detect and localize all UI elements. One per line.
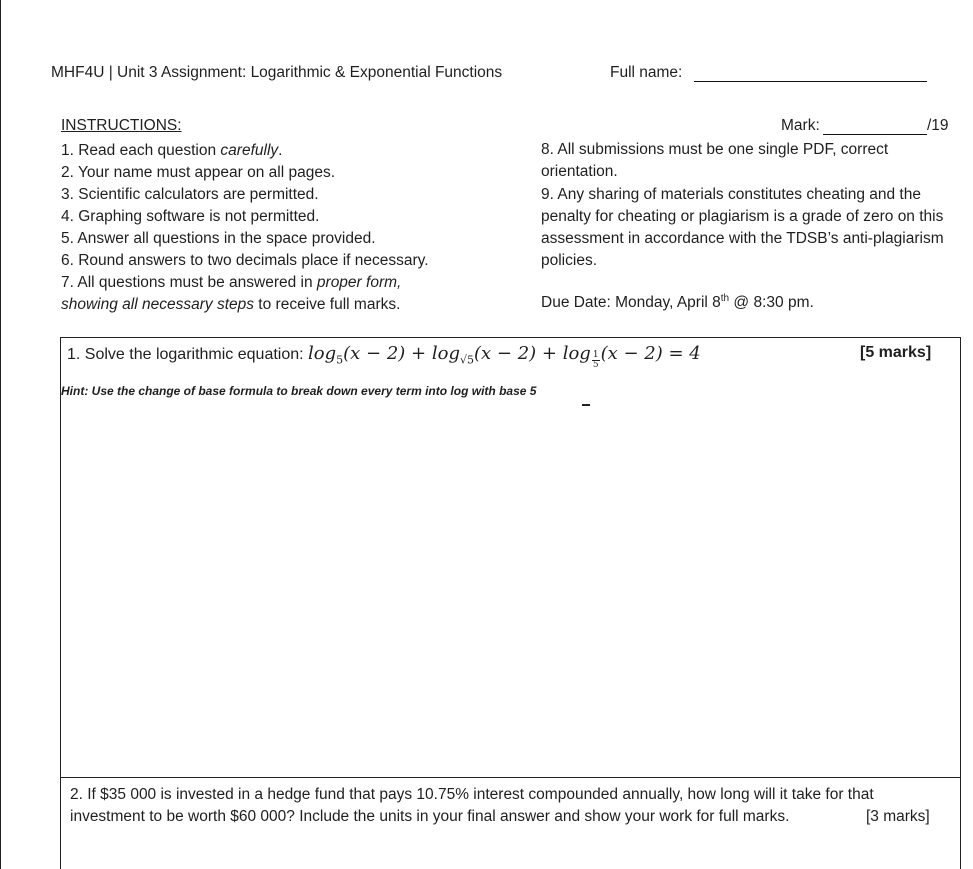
- log-equation: $\log_5(x - 2) + \log_{√5}(x - 2) + \log$ $\frac{1}{5}$ (x − 2) = 4: [308, 343, 701, 370]
- instruction-item: 7. All questions must be answered in proper form,: [61, 274, 402, 291]
- q1-frame-top: [60, 337, 961, 338]
- question-2-prompt-line-2: investment to be worth $60 000? Include the units in your final answer and show your work for full marks.: [70, 808, 790, 825]
- instruction-item: 4. Graphing software is not permitted.: [61, 208, 320, 225]
- mark-label: Mark:: [781, 117, 820, 134]
- mark-input-line: [823, 134, 927, 135]
- instruction-item: 5. Answer all questions in the space provided.: [61, 230, 376, 247]
- question-1-prompt: 1. Solve the logarithmic equation: $\log_5(x - 2) + \log_{√5}(x - 2) + \log$ $\frac{1}{5}$ (x − 2) = 4: [67, 343, 701, 370]
- instruction-item: 1. Read each question carefully.: [61, 142, 283, 159]
- q1-frame-left: [60, 337, 61, 869]
- instruction-item-8: 8. All submissions must be one single PDF, correct orientation.: [541, 141, 889, 181]
- page-left-edge: [0, 0, 1, 869]
- question-1-marks: [5 marks]: [860, 344, 932, 361]
- instructions-list-right: [541, 139, 953, 273]
- full-name-label: Full name:: [610, 64, 683, 81]
- q2-frame-top: [60, 777, 961, 778]
- mark-total: /19: [927, 117, 949, 134]
- course-title: MHF4U | Unit 3 Assignment: Logarithmic & Exponential Functions: [51, 64, 503, 81]
- instruction-item: 2. Your name must appear on all pages.: [61, 164, 336, 181]
- instruction-item: 6. Round answers to two decimals place if necessary.: [61, 252, 429, 269]
- fraction-base: $\frac{1}{5}$: [592, 350, 599, 370]
- question-2-prompt-line-1: 2. If $35 000 is invested in a hedge fund that pays 10.75% interest compounded annually, how long will it take for that: [70, 786, 874, 803]
- due-date: Due Date: Monday, April 8th @ 8:30 pm.: [541, 293, 814, 311]
- question-2-marks: [3 marks]: [866, 808, 930, 825]
- instruction-item: showing all necessary steps to receive full marks.: [61, 296, 401, 313]
- instructions-list-left: [61, 140, 429, 316]
- instructions-heading: INSTRUCTIONS:: [61, 117, 182, 134]
- instruction-item: 3. Scientific calculators are permitted.: [61, 186, 319, 203]
- stray-mark: [582, 404, 590, 406]
- q1-frame-right: [960, 337, 961, 869]
- question-1-hint: Hint: Use the change of base formula to break down every term into log with base 5: [61, 384, 537, 398]
- instruction-item-9: 9. Any sharing of materials constitutes cheating and the penalty for cheating or plagiarism is a grade of zero on this assessment in accordance with the TDSB’s anti-plagiarism policies.: [541, 185, 944, 270]
- full-name-input-line[interactable]: [694, 81, 927, 82]
